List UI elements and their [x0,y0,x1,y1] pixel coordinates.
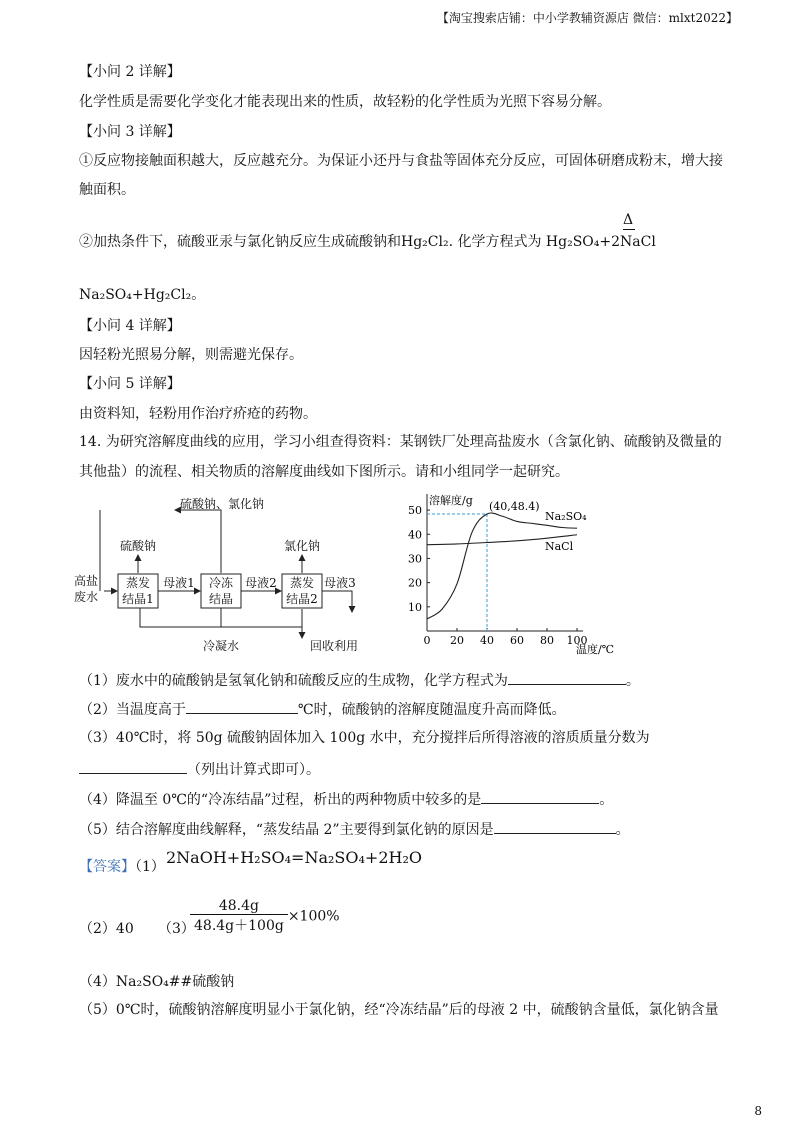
question-2: （2）当温度高于 ℃时，硫酸钠的溶解度随温度升高而降低。 [79,699,566,720]
solubility-chart [395,488,615,658]
box3-line1: 蒸发 [289,576,315,590]
series-line-0 [427,513,577,619]
x-tick-label: 0 [423,634,431,647]
mother-liquor-3-label: 母液3 [324,576,356,590]
q3-equation-continuation: Na₂SO₄+Hg₂Cl₂。 [79,287,206,303]
recycle-label: 回收利用 [309,639,359,653]
question-3-cont: （列出计算式即可）。 [79,759,320,780]
q5-body: 由资料知，轻粉用作治疗疥疮的药物。 [79,406,317,422]
mother-liquor-2-label: 母液2 [245,576,277,590]
input-label-line2: 废水 [73,590,99,604]
q3-body-line1: ①反应物接触面积越大，反应越充分。为保证小还丹与食盐等固体充分反应，可固体研磨成粉末，增大接 [79,153,723,169]
answer-blank-4[interactable] [481,789,599,804]
answer-blank-3[interactable] [79,759,187,774]
chart-peak-annotation: (40,48.4) [489,499,540,513]
flow-top-label: 硫酸钠、氯化钠 [179,497,265,511]
q3-heading: 【小问 3 详解】 [79,124,181,140]
heat-delta-symbol: Δ [623,212,634,228]
box1-line2: 结晶1 [122,592,154,606]
box3-line2: 结晶2 [286,592,318,606]
y-tick-label: 10 [408,600,422,614]
box1-line1: 蒸发 [125,576,151,590]
series-label-0: Na₂SO₄ [545,510,587,524]
question-1: （1）废水中的硫酸钠是氢氧化钠和硫酸反应的生成物，化学方程式为 。 [79,670,640,691]
chart-y-axis-label: 溶解度/g [429,494,473,507]
x-tick-label: 100 [566,634,588,647]
answer-5: （5）0℃时，硫酸钠溶解度明显小于氯化钠，经“冷冻结晶”后的母液 2 中，硫酸钠含量低，氯化钠含量 [79,1002,719,1018]
condensate-label: 冷凝水 [202,639,240,653]
box2-line1: 冷冻 [208,576,234,590]
q4-body: 因轻粉光照易分解，则需避光保存。 [79,347,303,363]
answer-1: 【答案】（1） [79,859,165,875]
question-4: （4）降温至 0℃的“冷冻结晶”过程，析出的两种物质中较多的是 。 [79,789,613,810]
q2-body: 化学性质是需要化学变化才能表现出来的性质，故轻粉的化学性质为光照下容易分解。 [79,94,611,110]
x-tick-label: 40 [480,634,494,647]
y-tick-label: 50 [408,504,422,518]
answer-3-label: （3） [158,921,195,937]
answer-blank-1[interactable] [508,670,626,685]
q2-heading: 【小问 2 详解】 [79,64,181,80]
input-label-line1: 高盐 [73,574,99,588]
flow-output-sodium-chloride: 氯化钠 [283,539,321,553]
problem14-intro-line1: 14. 为研究溶解度曲线的应用，学习小组查得资料：某钢铁厂处理高盐废水（含氯化钠、硫酸钠及微量的 [79,434,722,450]
answer-2: （2）40 [79,921,134,937]
problem14-intro-line2: 其他盐）的流程、相关物质的溶解度曲线如下图所示。请和小组同学一起研究。 [79,464,569,480]
x-tick-label: 60 [510,634,524,647]
y-tick-label: 20 [408,576,422,590]
answer-label: 【答案】 [79,859,135,875]
x-tick-label: 20 [450,634,464,647]
answer-3-fraction: $\frac{48.4g}{48.4g+100g}$ ×100% [190,898,340,935]
page-number: 8 [754,1104,762,1118]
q4-heading: 【小问 4 详解】 [79,318,181,334]
answer-blank-2[interactable] [186,699,298,714]
box2-line2: 结晶 [208,592,234,606]
question-3: （3）40℃时，将 50g 硫酸钠固体加入 100g 水中，充分搅拌后所得溶液的溶质质量分数为 [79,730,650,746]
answer-4: （4）Na₂SO₄##硫酸钠 [79,974,235,990]
answer-1-equation: 2NaOH+H₂SO₄=Na₂SO₄+2H₂O [166,848,422,867]
series-label-1: NaCl [545,539,574,553]
y-tick-label: 40 [408,528,422,542]
question-5: （5）结合溶解度曲线解释，“蒸发结晶 2”主要得到氯化钠的原因是 。 [79,819,630,840]
q3-body-line2: 触面积。 [79,182,135,198]
q3-equation-text: ②加热条件下，硫酸亚汞与氯化钠反应生成硫酸钠和Hg₂Cl₂. 化学方程式为 Hg₂SO₄+2NaCl [79,234,656,250]
chart-x-axis-label: 温度/℃ [575,643,615,656]
flow-output-sodium-sulfate: 硫酸钠 [119,539,157,553]
q5-heading: 【小问 5 详解】 [79,376,181,392]
page-header: 【淘宝搜索店铺：中小学教辅资源店 微信：mlxt2022】 [436,11,738,25]
x-tick-label: 80 [540,634,554,647]
answer-blank-5[interactable] [494,819,616,834]
mother-liquor-1-label: 母液1 [163,576,195,590]
process-flow-diagram [70,488,370,658]
y-tick-label: 30 [408,552,422,566]
